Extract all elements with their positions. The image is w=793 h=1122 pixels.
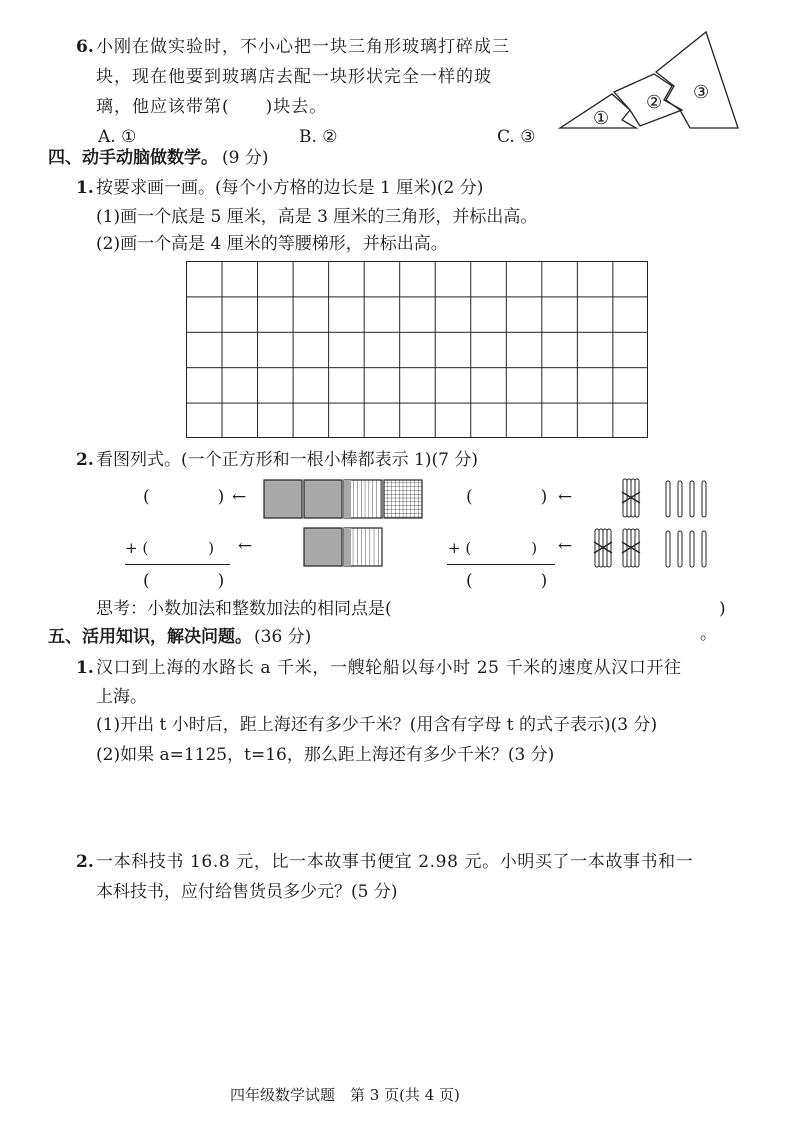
q6-option-b[interactable]: B. ② — [299, 127, 338, 147]
q6-line2: 块，现在他要到玻璃店去配一块形状完全一样的玻 — [96, 67, 492, 87]
s5-q2-number: 2. — [76, 852, 94, 872]
think-close-paren: ) — [719, 599, 726, 619]
question-number-6: 6. — [76, 37, 94, 57]
right-mid-blank[interactable]: + ( ) — [448, 539, 538, 557]
stick-bundle-2 — [594, 529, 612, 567]
piece-2-label: ② — [646, 92, 663, 113]
unit-square-1 — [264, 480, 302, 518]
s4-q2-text: 看图列式。(一个正方形和一根小棒都表示 1)(7 分) — [96, 450, 478, 470]
single-sticks-1 — [666, 481, 706, 517]
s5-q1-line1: 汉口到上海的水路长 a 千米，一艘轮船以每小时 25 千米的速度从汉口开往 — [96, 658, 682, 678]
think-prompt: 思考：小数加法和整数加法的相同点是( — [96, 599, 392, 619]
piece-3-label: ③ — [693, 82, 710, 103]
piece-1-label: ① — [593, 108, 610, 129]
s5-q1-number: 1. — [76, 658, 94, 678]
hundredths-square-1 — [384, 480, 422, 518]
unit-square-3 — [304, 528, 342, 566]
section-5-score: (36 分) — [254, 627, 312, 647]
right-top-arrow: ← — [558, 487, 573, 507]
s5-q2-line2: 本科技书，应付给售货员多少元？(5 分) — [96, 882, 398, 902]
unit-square-2 — [304, 480, 342, 518]
think-period: 。 — [700, 624, 717, 644]
q6-line3: 璃，他应该带第( )块去。 — [96, 97, 328, 117]
left-mid-arrow: ← — [238, 536, 253, 556]
s5-q1-sub2: (2)如果 a=1125，t=16，那么距上海还有多少千米？(3 分) — [96, 745, 555, 765]
left-mid-blank[interactable]: + ( ) — [125, 539, 215, 557]
section-5-title: 五、活用知识，解决问题。 — [48, 627, 252, 647]
left-top-arrow: ← — [232, 487, 247, 507]
left-result-blank[interactable]: ( ) — [143, 571, 225, 591]
s4-q2-number: 2. — [76, 450, 94, 470]
right-top-blank[interactable]: ( ) — [466, 487, 548, 507]
section-4-title: 四、动手动脑做数学。 — [48, 148, 218, 168]
s5-q1-line2: 上海。 — [96, 687, 147, 707]
s4-q1-sub2: (2)画一个高是 4 厘米的等腰梯形，并标出高。 — [96, 234, 448, 254]
s5-q1-sub1: (1)开出 t 小时后，距上海还有多少千米？(用含有字母 t 的式子表示)(3 分) — [96, 715, 658, 735]
stick-bundle-1 — [622, 479, 640, 517]
q6-line1: 小刚在做实验时，不小心把一块三角形玻璃打碎成三 — [96, 37, 510, 57]
right-result-blank[interactable]: ( ) — [466, 571, 548, 591]
section-4-score: (9 分) — [222, 148, 269, 168]
q6-option-a[interactable]: A. ① — [98, 127, 137, 147]
s4-q1-text: 按要求画一画。(每个小方格的边长是 1 厘米)(2 分) — [96, 178, 484, 198]
right-mid-arrow: ← — [558, 536, 573, 556]
left-top-blank[interactable]: ( ) — [143, 487, 225, 507]
stick-bundle-3 — [622, 529, 640, 567]
single-sticks-2 — [666, 531, 706, 567]
s4-q1-number: 1. — [76, 178, 94, 198]
page-footer: 四年级数学试题 第 3 页(共 4 页) — [230, 1086, 460, 1104]
q6-option-c[interactable]: C. ③ — [497, 127, 536, 147]
s5-q2-line1: 一本科技书 16.8 元，比一本故事书便宜 2.98 元。小明买了一本故事书和一 — [96, 852, 694, 872]
s4-q1-sub1: (1)画一个底是 5 厘米，高是 3 厘米的三角形，并标出高。 — [96, 207, 538, 227]
